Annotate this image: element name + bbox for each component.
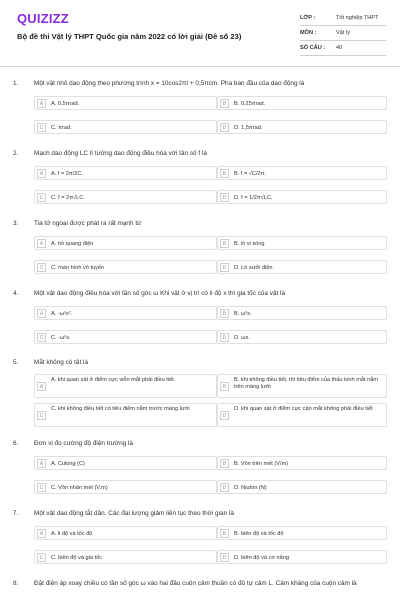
- meta-row-subject: [300, 26, 386, 41]
- option-a[interactable]: [34, 526, 217, 540]
- meta-value: Tốt nghiệp THPT: [336, 15, 379, 21]
- option-text: B. lò vi sóng: [234, 240, 265, 247]
- meta-row-count: [300, 41, 386, 56]
- question-text: Mạch dao động LC lí tưởng dao động điều hòa với tần số f là: [34, 150, 207, 157]
- option-letter-badge: D: [220, 411, 229, 420]
- meta-value: Vật lý: [336, 30, 350, 36]
- option-letter-badge: D: [220, 483, 229, 492]
- question-text: Mắt không có tật là: [34, 359, 88, 366]
- option-a[interactable]: [34, 456, 217, 470]
- option-text: C. biên độ và gia tốc: [51, 554, 102, 561]
- option-d[interactable]: [217, 480, 387, 494]
- option-letter-badge: A: [37, 529, 46, 538]
- option-b[interactable]: [217, 236, 387, 250]
- question-number: 3.: [13, 220, 19, 227]
- option-letter-badge: D: [220, 193, 229, 202]
- option-a[interactable]: [34, 306, 217, 320]
- option-letter-badge: A: [37, 459, 46, 468]
- option-letter-badge: C: [37, 193, 46, 202]
- option-letter-badge: A: [37, 99, 46, 108]
- meta-row-class: [300, 11, 386, 26]
- question-text: Đơn vị đo cường độ điện trường là: [34, 440, 133, 447]
- option-text: A. f = 2π/2C.: [51, 170, 83, 177]
- option-letter-badge: D: [220, 333, 229, 342]
- option-text: D. f = 1/2π√LC.: [234, 194, 273, 201]
- question-number: 1.: [13, 80, 19, 87]
- option-letter-badge: C: [37, 123, 46, 132]
- option-c[interactable]: [34, 480, 217, 494]
- option-b[interactable]: [217, 374, 387, 398]
- option-letter-badge: C: [37, 263, 46, 272]
- option-letter-badge: B: [220, 382, 229, 391]
- option-b[interactable]: [217, 306, 387, 320]
- meta-table: [300, 11, 386, 56]
- option-letter-badge: A: [37, 169, 46, 178]
- option-text: A. -ω²x².: [51, 310, 73, 317]
- option-text: C. f = 2π√LC.: [51, 194, 85, 201]
- option-text: C. màn hình vô tuyến: [51, 264, 105, 271]
- option-text: C. Vôn nhân mét (V.m): [51, 484, 108, 491]
- question-text: Tia tử ngoại được phát ra rất mạnh từ: [34, 220, 142, 227]
- option-text: B. ω²x.: [234, 310, 252, 317]
- option-text: A. hồ quang điện: [51, 240, 94, 247]
- option-d[interactable]: [217, 260, 387, 274]
- question-text: Đặt điện áp xoay chiều có tần số góc ω vào hai đầu cuộn cảm thuần có độ tự cảm L. Cảm kháng của cuộn cảm là: [34, 580, 357, 587]
- option-b[interactable]: [217, 96, 387, 110]
- option-a[interactable]: [34, 166, 217, 180]
- quizizz-logo: QUIZIZZ: [17, 11, 69, 26]
- option-b[interactable]: [217, 166, 387, 180]
- option-a[interactable]: [34, 236, 217, 250]
- option-letter-badge: B: [220, 239, 229, 248]
- option-letter-badge: D: [220, 263, 229, 272]
- option-d[interactable]: [217, 403, 387, 427]
- option-text: A. 0,5πrad.: [51, 100, 80, 107]
- question-number: 4.: [13, 290, 19, 297]
- meta-label: LỚP :: [300, 15, 316, 21]
- option-text: D. Lò sưởi điện: [234, 264, 273, 271]
- option-text: D. 1,5πrad.: [234, 124, 263, 131]
- option-letter-badge: B: [220, 169, 229, 178]
- option-text: D. biên độ và cơ năng: [234, 554, 289, 561]
- option-d[interactable]: [217, 190, 387, 204]
- option-c[interactable]: [34, 260, 217, 274]
- question-text: Một vật nhỏ dao động theo phương trình x = 10cos2πt + 0,5πcm. Pha ban đầu của dao động là: [34, 80, 305, 87]
- question-number: 8.: [13, 580, 19, 587]
- option-a[interactable]: [34, 374, 217, 398]
- option-a[interactable]: [34, 96, 217, 110]
- option-text: A. li độ và tốc độ: [51, 530, 93, 537]
- option-text: C. khi không điều tiết có tiêu điểm nằm trước màng lưới: [51, 406, 190, 412]
- option-c[interactable]: [34, 120, 217, 134]
- option-text: B. 0,25πrad.: [234, 100, 266, 107]
- option-letter-badge: B: [220, 459, 229, 468]
- meta-label: SỐ CÂU :: [300, 45, 326, 51]
- option-text: D. ωx.: [234, 334, 250, 341]
- option-letter-badge: C: [37, 553, 46, 562]
- option-letter-badge: B: [220, 309, 229, 318]
- option-d[interactable]: [217, 330, 387, 344]
- header-divider: [0, 66, 400, 67]
- option-c[interactable]: [34, 403, 217, 427]
- page-title: Bộ đề thi Vật lý THPT Quốc gia năm 2022 có lời giải (Đề số 23): [17, 32, 242, 41]
- option-letter-badge: B: [220, 99, 229, 108]
- option-text: A. khi quan sát ở điểm cực viễn mắt phải điều tiết.: [51, 377, 176, 383]
- option-letter-badge: A: [37, 309, 46, 318]
- option-text: B. khi không điều tiết, thì tiêu điểm của thấu kính mắt nằm trên màng lưới: [234, 377, 378, 391]
- option-b[interactable]: [217, 456, 387, 470]
- option-text: C. πrad.: [51, 124, 72, 131]
- option-letter-badge: D: [220, 123, 229, 132]
- question-number: 6.: [13, 440, 19, 447]
- option-c[interactable]: [34, 550, 217, 564]
- option-letter-badge: C: [37, 483, 46, 492]
- option-letter-badge: C: [37, 333, 46, 342]
- question-text: Một vật dao động điều hòa với tần số góc ω Khi vật ở vị trí có li độ x thì gia tốc của vật là: [34, 290, 286, 297]
- option-text: A. Culong (C): [51, 460, 85, 467]
- page-header: [0, 0, 400, 68]
- question-number: 5.: [13, 359, 19, 366]
- option-text: C. -ω²x.: [51, 334, 71, 341]
- option-d[interactable]: [217, 120, 387, 134]
- option-b[interactable]: [217, 526, 387, 540]
- meta-value: 40: [336, 45, 343, 51]
- question-number: 7.: [13, 510, 19, 517]
- option-c[interactable]: [34, 190, 217, 204]
- option-letter-badge: C: [37, 411, 46, 420]
- option-letter-badge: D: [220, 553, 229, 562]
- option-letter-badge: B: [220, 529, 229, 538]
- meta-label: MÔN :: [300, 30, 317, 36]
- option-c[interactable]: [34, 330, 217, 344]
- option-text: D. Niuton (N): [234, 484, 267, 491]
- option-letter-badge: A: [37, 382, 46, 391]
- option-text: B. biên độ và tốc độ: [234, 530, 284, 537]
- option-text: D. khi quan sát ở điểm cực cận mắt không phải điều tiết: [234, 406, 373, 412]
- question-number: 2.: [13, 150, 19, 157]
- question-text: Một vật dao động tắt dần. Các đại lượng giảm liên tục theo thời gian là: [34, 510, 234, 517]
- option-text: B. f = √C/2π.: [234, 170, 266, 177]
- option-letter-badge: A: [37, 239, 46, 248]
- option-d[interactable]: [217, 550, 387, 564]
- option-text: B. Vôn trên mét (V/m): [234, 460, 289, 467]
